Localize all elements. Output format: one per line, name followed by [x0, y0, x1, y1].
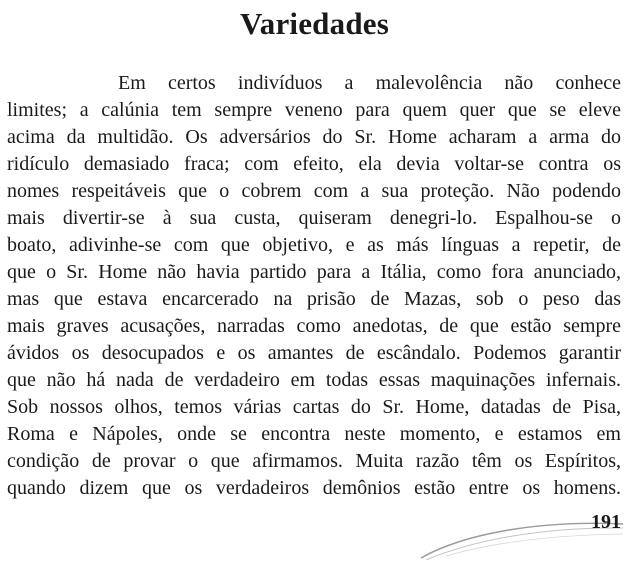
page-number: 191	[591, 511, 621, 533]
paragraph-line: quando dizem que os verdadeiros demônios estão entre os homens.	[7, 477, 621, 499]
paragraph-line: nomes respeitáveis que o cobrem com a sua proteção. Não podendo	[7, 180, 621, 202]
paragraph-line: limites; a calúnia tem sempre veneno para quem quer que se eleve	[7, 99, 621, 121]
paragraph-line: mas que estava encarcerado na prisão de Mazas, sob o peso das	[7, 288, 621, 310]
page-footer	[0, 500, 629, 566]
paragraph-line: acima da multidão. Os adversários do Sr. Home acharam a arma do	[7, 126, 621, 148]
paragraph-line: condição de provar o que afirmamos. Muita razão têm os Espíritos,	[7, 450, 621, 472]
paragraph-line: Em certos indivíduos a malevolência não conhece	[118, 72, 621, 94]
page-title: Variedades	[240, 6, 389, 41]
paragraph-line: mais graves acusações, narradas como anedotas, de que estão sempre	[7, 315, 621, 337]
paragraph-line: Sob nossos olhos, temos várias cartas do Sr. Home, datadas de Pisa,	[7, 396, 621, 418]
article-paragraph	[7, 70, 621, 502]
paragraph-line: que não há nada de verdadeiro em todas essas maquinações infernais.	[7, 369, 621, 391]
paragraph-line: Roma e Nápoles, onde se encontra neste momento, e estamos em	[7, 423, 621, 445]
paragraph-line: que o Sr. Home não havia partido para a Itália, como fora anunciado,	[7, 261, 621, 283]
paragraph-line: ávidos os desocupados e os amantes de escândalo. Podemos garantir	[7, 342, 621, 364]
paragraph-line: boato, adivinhe-se com que objetivo, e as más línguas a repetir, de	[7, 234, 621, 256]
paragraph-line: mais divertir-se à sua custa, quiseram denegri-lo. Espalhou-se o	[7, 207, 621, 229]
paragraph-line: ridículo demasiado fraca; com efeito, ela devia voltar-se contra os	[7, 153, 621, 175]
